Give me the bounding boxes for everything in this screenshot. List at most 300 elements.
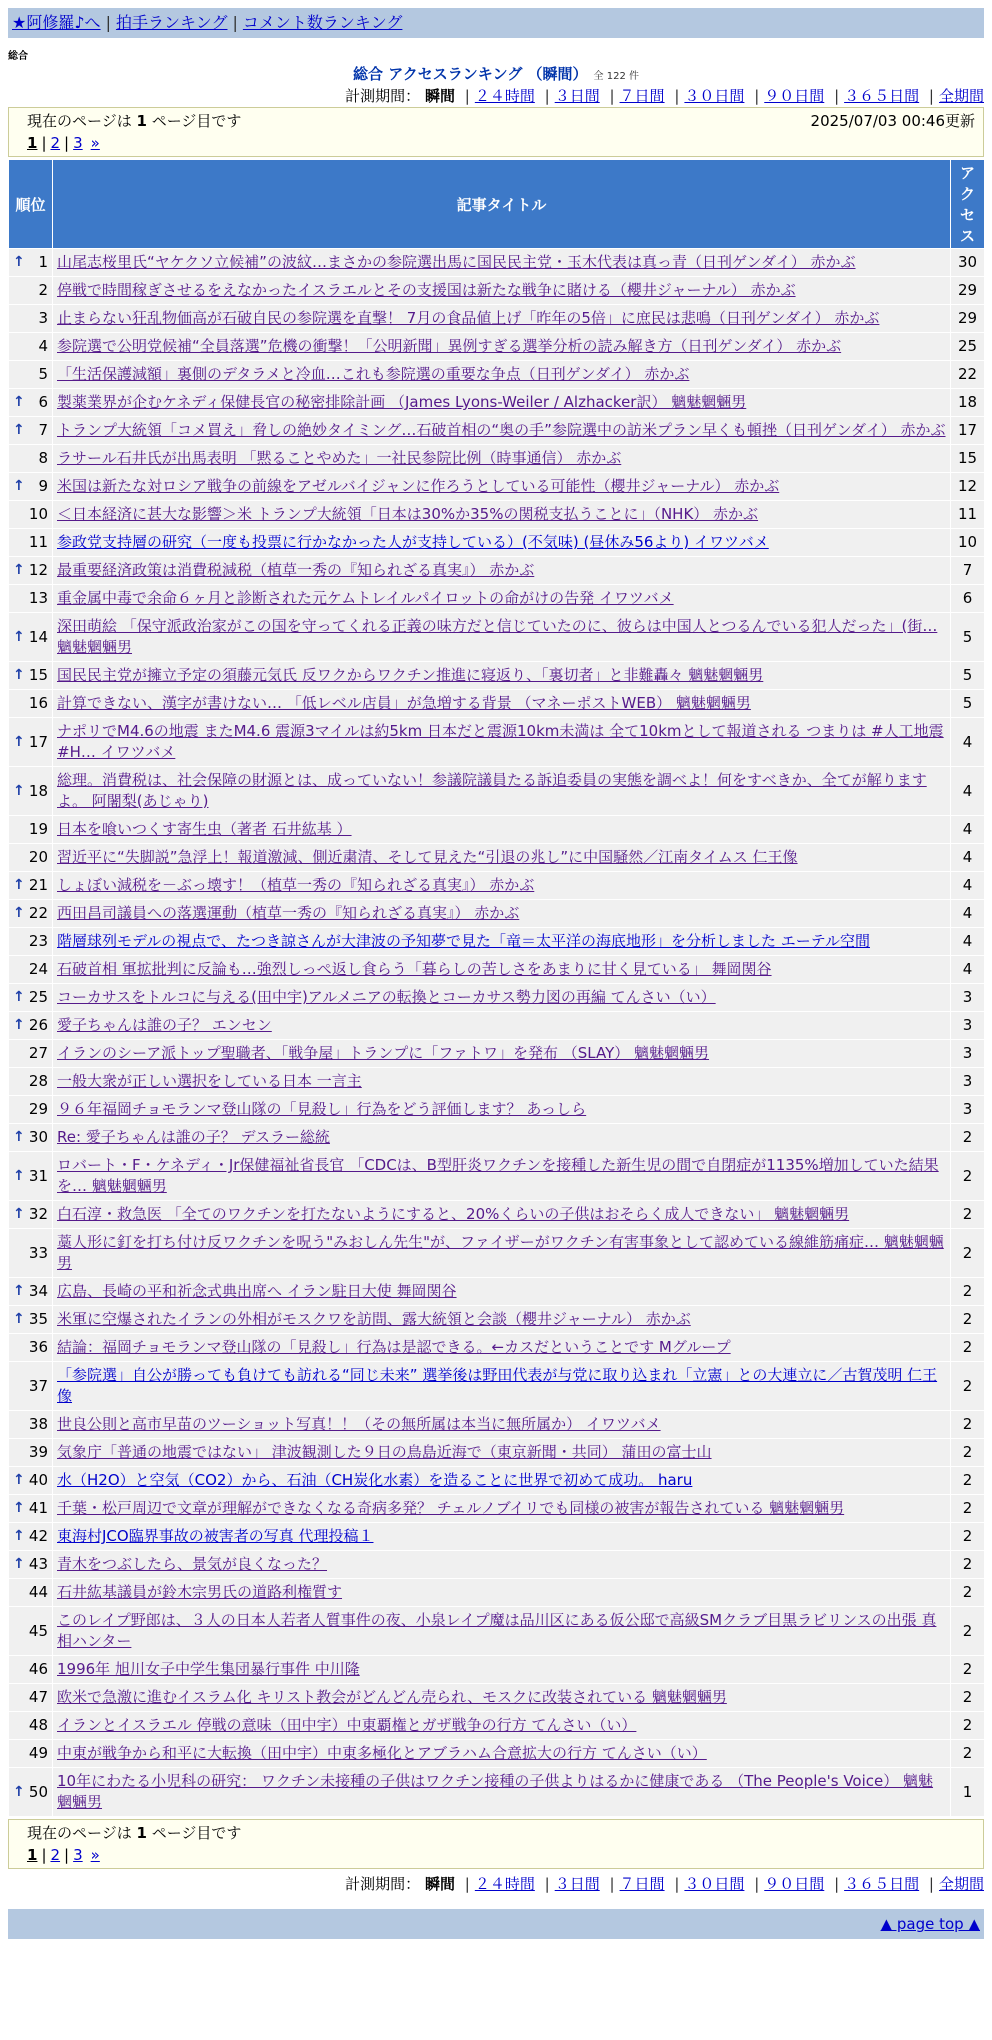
table-row: [9, 984, 985, 1012]
article-link[interactable]: 気象庁「普通の地震ではない」 津波観測した９日の鳥島近海で（東京新聞・共同） 蒲田の富士山: [57, 1443, 712, 1461]
page-2-link[interactable]: 2: [50, 134, 61, 152]
article-link[interactable]: 広島、長崎の平和祈念式典出席へ イラン駐日大使 舞岡関谷: [57, 1282, 457, 1300]
rank-cell: [9, 1712, 53, 1740]
ranking-table: [8, 159, 985, 1817]
rank-number: 19: [28, 820, 48, 838]
footer-bar: [8, 1909, 984, 1939]
access-count: 4: [951, 900, 985, 928]
updated-time: 2025/07/03 00:46更新: [810, 112, 975, 130]
rank-cell: [9, 1068, 53, 1096]
article-link[interactable]: 米国は新たな対ロシア戦争の前線をアゼルバイジャンに作ろうとしている可能性（櫻井ジャーナル） 赤かぶ: [57, 477, 780, 495]
table-row: [9, 1096, 985, 1124]
rank-up-arrow-icon: ↑: [13, 1311, 25, 1327]
rank-cell: [9, 1551, 53, 1579]
access-count: 1: [951, 1768, 985, 1817]
rank-cell: [9, 1439, 53, 1467]
period-90d[interactable]: ９０日間: [764, 1875, 825, 1893]
access-count: 2: [951, 1411, 985, 1439]
period-30d[interactable]: ３０日間: [684, 1875, 745, 1893]
article-link[interactable]: 藁人形に釘を打ち付け反ワクチンを呪う"みおしん先生"が、ファイザーがワクチン有害事象として認めている線維筋痛症… 魑魅魍魎男: [57, 1233, 944, 1272]
access-count: 2: [951, 1306, 985, 1334]
title-cell: [53, 445, 951, 473]
article-link[interactable]: 東海村JCO臨界事故の被害者の写真 代理投稿１: [57, 1527, 374, 1545]
title-cell: [53, 417, 951, 445]
rank-number: 32: [28, 1205, 48, 1223]
article-link[interactable]: 一般大衆が正しい選択をしている日本 一言主: [57, 1072, 362, 1090]
rank-up-arrow-icon: ↑: [13, 989, 25, 1005]
rank-number: 25: [28, 988, 48, 1006]
table-row: [9, 1411, 985, 1439]
rank-number: 44: [28, 1583, 48, 1601]
title-cell: [53, 1768, 951, 1817]
rank-up-arrow-icon: ↑: [13, 877, 25, 893]
table-row: [9, 767, 985, 816]
rank-cell: [9, 1012, 53, 1040]
rank-number: 5: [38, 365, 48, 383]
rank-number: 10: [28, 505, 48, 523]
table-row: [9, 662, 985, 690]
table-row: [9, 1740, 985, 1768]
table-row: [9, 445, 985, 473]
period-7d[interactable]: ７日間: [619, 87, 665, 105]
rank-cell: [9, 1362, 53, 1411]
period-current: 瞬間: [424, 1875, 455, 1893]
access-count: 2: [951, 1551, 985, 1579]
article-link[interactable]: 停戦で時間稼ぎさせるをえなかったイスラエルとその支援国は新たな戦争に賭ける（櫻井ジャーナル） 赤かぶ: [57, 281, 796, 299]
title-cell: [53, 767, 951, 816]
article-link[interactable]: ナポリでM4.6の地震 またM4.6 震源3マイルは約5km 日本だと震源10km未満は 全て10kmとして報道される つまりは #人工地震 #H… イワツバメ: [57, 722, 944, 761]
title-cell: [53, 1684, 951, 1712]
rank-number: 7: [38, 421, 48, 439]
rank-cell: [9, 1411, 53, 1439]
table-row: [9, 1768, 985, 1817]
rank-number: 12: [28, 561, 48, 579]
table-row: [9, 277, 985, 305]
article-link[interactable]: ＜日本経済に甚大な影響＞米 トランプ大統領「日本は30%か35%の関税支払うことに」（NHK） 赤かぶ: [57, 505, 759, 523]
access-count: 2: [951, 1607, 985, 1656]
nav-separator: |: [232, 13, 238, 32]
rank-number: 24: [28, 960, 48, 978]
title-cell: [53, 585, 951, 613]
rank-number: 15: [28, 666, 48, 684]
rank-number: 26: [28, 1016, 48, 1034]
access-count: 11: [951, 501, 985, 529]
rank-number: 13: [28, 589, 48, 607]
rank-number: 42: [28, 1527, 48, 1545]
table-row: [9, 872, 985, 900]
top-nav: [8, 8, 984, 38]
rank-number: 8: [38, 449, 48, 467]
access-count: 4: [951, 872, 985, 900]
title-cell: [53, 1012, 951, 1040]
rank-number: 2: [38, 281, 48, 299]
rank-up-arrow-icon: ↑: [13, 478, 25, 494]
header-title: 記事タイトル: [53, 160, 951, 249]
article-link[interactable]: ロバート・F・ケネディ・Jr保健福祉省長官 「CDCは、B型肝炎ワクチンを接種した新生児の間で自閉症が1135%増加していた結果を… 魑魅魍魎男: [57, 1156, 939, 1195]
article-link[interactable]: 「生活保護減額」裏側のデタラメと冷血…これも参院選の重要な争点（日刊ゲンダイ） 赤かぶ: [57, 365, 690, 383]
page-3-link[interactable]: 3: [73, 1846, 83, 1864]
rank-number: 27: [28, 1044, 48, 1062]
rank-up-arrow-icon: ↑: [13, 1283, 25, 1299]
table-row: [9, 613, 985, 662]
page-current: 1: [27, 1846, 38, 1864]
rank-cell: [9, 1124, 53, 1152]
title-cell: [53, 473, 951, 501]
rank-up-arrow-icon: ↑: [13, 782, 25, 799]
total-count: 全 122 件: [593, 71, 639, 82]
title-cell: [53, 529, 951, 557]
access-count: 5: [951, 690, 985, 718]
article-link[interactable]: しょぼい減税を－ぶっ壊す！（植草一秀の『知られざる真実』） 赤かぶ: [57, 876, 535, 894]
article-link[interactable]: イランとイスラエル 停戦の意味（田中宇）中東覇権とガザ戦争の行方 てんさい（い）: [57, 1716, 637, 1734]
title-cell: [53, 816, 951, 844]
title-cell: [53, 1152, 951, 1201]
access-count: 2: [951, 1439, 985, 1467]
table-row: [9, 690, 985, 718]
rank-up-arrow-icon: ↑: [13, 1528, 25, 1544]
period-24h[interactable]: ２４時間: [474, 87, 535, 105]
title-cell: [53, 1306, 951, 1334]
rank-number: 14: [28, 627, 48, 646]
article-link[interactable]: 水（H2O）と空気（CO2）から、石油（CH炭化水素）を造ることに世界で初めて成功。 haru: [57, 1471, 693, 1489]
title-cell: [53, 1040, 951, 1068]
rank-cell: [9, 1768, 53, 1817]
article-link[interactable]: 深田萌絵 「保守派政治家がこの国を守ってくれる正義の味方だと信じていたのに、彼らは中国人とつるんでいる犯人だった」(街… 魑魅魍魎男: [57, 617, 938, 656]
article-link[interactable]: 米軍に空爆されたイランの外相がモスクワを訪問、露大統領と会談（櫻井ジャーナル） 赤かぶ: [57, 1310, 691, 1328]
article-link[interactable]: 「参院選」自公が勝っても負けても訪れる“同じ未来” 選挙後は野田代表が与党に取り込まれ「立憲」との大連立に／古賀茂明 仁王像: [57, 1366, 938, 1405]
rank-cell: [9, 445, 53, 473]
rank-cell: [9, 389, 53, 417]
table-row: [9, 1656, 985, 1684]
table-row: [9, 333, 985, 361]
home-link[interactable]: ★阿修羅♪へ: [12, 13, 101, 32]
rank-number: 50: [28, 1782, 48, 1801]
rank-up-arrow-icon: ↑: [13, 1472, 25, 1488]
next-page-link[interactable]: »: [90, 134, 100, 152]
table-row: [9, 1334, 985, 1362]
rank-number: 18: [28, 781, 48, 800]
rank-number: 11: [28, 533, 48, 551]
next-page-link[interactable]: »: [90, 1846, 100, 1864]
rank-up-arrow-icon: ↑: [13, 1206, 25, 1222]
table-row: [9, 844, 985, 872]
access-count: 6: [951, 585, 985, 613]
title-cell: [53, 872, 951, 900]
access-count: 2: [951, 1712, 985, 1740]
access-count: 10: [951, 529, 985, 557]
rank-cell: [9, 1684, 53, 1712]
rank-up-arrow-icon: ↑: [13, 394, 25, 410]
title-cell: [53, 1656, 951, 1684]
article-link[interactable]: ９６年福岡チョモランマ登山隊の「見殺し」行為をどう評価します？ あっしら: [57, 1100, 587, 1118]
rank-up-arrow-icon: ↑: [13, 422, 25, 438]
article-link[interactable]: 階層球列モデルの視点で、たつき諒さんが大津波の予知夢で見た「竜＝太平洋の海底地形」を分析しました エーテル空間: [57, 932, 870, 950]
title-cell: [53, 1124, 951, 1152]
article-link[interactable]: トランプ大統領「コメ買え」脅しの絶妙タイミング…石破首相の“奥の手”参院選中の訪米プラン早くも頓挫（日刊ゲンダイ） 赤かぶ: [57, 421, 946, 439]
table-row: [9, 1684, 985, 1712]
rank-up-arrow-icon: ↑: [13, 1556, 25, 1572]
article-link[interactable]: 最重要経済政策は消費税減税（植草一秀の『知られざる真実』） 赤かぶ: [57, 561, 535, 579]
article-link[interactable]: ラサール石井氏が出馬表明 「黙ることやめた」一社民参院比例（時事通信） 赤かぶ: [57, 449, 622, 467]
access-count: 2: [951, 1201, 985, 1229]
article-link[interactable]: 中東が戦争から和平に大転換（田中宇）中東多極化とアブラハム合意拡大の行方 てんさい（い）: [57, 1744, 707, 1762]
rank-number: 34: [28, 1282, 48, 1300]
title-cell: [53, 718, 951, 767]
rank-cell: [9, 557, 53, 585]
rank-number: 49: [28, 1744, 48, 1762]
title-cell: [53, 662, 951, 690]
article-link[interactable]: Re: 愛子ちゃんは誰の子？ デスラー総統: [57, 1128, 330, 1146]
page-top-link[interactable]: ▲ page top ▲: [880, 1915, 980, 1933]
access-count: 3: [951, 1096, 985, 1124]
title-cell: [53, 249, 951, 277]
article-link[interactable]: 西田昌司議員への落選運動（植草一秀の『知られざる真実』） 赤かぶ: [57, 904, 520, 922]
period-3d[interactable]: ３日間: [554, 1875, 600, 1893]
access-count: 2: [951, 1579, 985, 1607]
table-row: [9, 585, 985, 613]
access-count: 12: [951, 473, 985, 501]
access-count: 4: [951, 816, 985, 844]
rank-number: 48: [28, 1716, 48, 1734]
access-count: 2: [951, 1495, 985, 1523]
period-30d[interactable]: ３０日間: [684, 87, 745, 105]
table-row: [9, 900, 985, 928]
pager-bottom: [8, 1819, 984, 1869]
title-cell: [53, 361, 951, 389]
article-link[interactable]: 重金属中毒で余命６ヶ月と診断された元ケムトレイルパイロットの命がけの告発 イワツバメ: [57, 589, 674, 607]
title-cell: [53, 1439, 951, 1467]
access-count: 5: [951, 662, 985, 690]
rank-up-arrow-icon: ↑: [13, 1500, 25, 1516]
rank-cell: [9, 305, 53, 333]
rank-number: 28: [28, 1072, 48, 1090]
header-rank: 順位: [9, 160, 53, 249]
rank-cell: [9, 249, 53, 277]
table-row: [9, 417, 985, 445]
rank-cell: [9, 900, 53, 928]
rank-cell: [9, 844, 53, 872]
access-count: 5: [951, 613, 985, 662]
rank-cell: [9, 872, 53, 900]
rank-number: 4: [38, 337, 48, 355]
title-cell: [53, 333, 951, 361]
rank-cell: [9, 767, 53, 816]
article-link[interactable]: 10年にわたる小児科の研究： ワクチン未接種の子供はワクチン接種の子供よりはるかに健康である （The People's Voice） 魑魅魍魎男: [57, 1772, 934, 1811]
rank-cell: [9, 1096, 53, 1124]
rank-cell: [9, 585, 53, 613]
rank-up-arrow-icon: ↑: [13, 562, 25, 578]
rank-number: 31: [28, 1166, 48, 1185]
table-row: [9, 1712, 985, 1740]
rank-number: 21: [28, 876, 48, 894]
access-count: 18: [951, 389, 985, 417]
category-label: 総合: [8, 51, 28, 62]
page-status: 現在のページは 1 ページ目です: [27, 112, 242, 130]
rank-up-arrow-icon: ↑: [13, 1017, 25, 1033]
period-7d[interactable]: ７日間: [619, 1875, 665, 1893]
table-row: [9, 718, 985, 767]
access-count: 2: [951, 1684, 985, 1712]
title-cell: [53, 984, 951, 1012]
table-row: [9, 1068, 985, 1096]
article-link[interactable]: 計算できない、漢字が書けない… 「低レベル店員」が急増する背景 （マネーポストWEB） 魑魅魍魎男: [57, 694, 751, 712]
rank-cell: [9, 361, 53, 389]
access-count: 2: [951, 1278, 985, 1306]
access-count: 3: [951, 1040, 985, 1068]
article-link[interactable]: 製薬業界が企むケネディ保健長官の秘密排除計画 （James Lyons-Weiler / Alzhacker訳） 魑魅魍魎男: [57, 393, 747, 411]
rank-number: 47: [28, 1688, 48, 1706]
period-365d[interactable]: ３６５日間: [844, 1875, 920, 1893]
title-cell: [53, 844, 951, 872]
access-count: 15: [951, 445, 985, 473]
access-count: 4: [951, 956, 985, 984]
access-count: 2: [951, 1229, 985, 1278]
title-cell: [53, 1201, 951, 1229]
rank-number: 17: [28, 732, 48, 751]
table-row: [9, 1579, 985, 1607]
rank-number: 22: [28, 904, 48, 922]
period-90d[interactable]: ９０日間: [764, 87, 825, 105]
title-cell: [53, 1411, 951, 1439]
rank-number: 16: [28, 694, 48, 712]
rank-number: 1: [38, 253, 48, 271]
access-count: 4: [951, 844, 985, 872]
table-row: [9, 529, 985, 557]
article-link[interactable]: 結論：福岡チョモランマ登山隊の「見殺し」行為は是認できる。←カスだということです Mグループ: [57, 1338, 731, 1356]
table-row: [9, 1467, 985, 1495]
page-2-link[interactable]: 2: [50, 1846, 61, 1864]
article-link[interactable]: 石井紘基議員が鈴木宗男氏の道路利権質す: [57, 1583, 343, 1601]
title-cell: [53, 1551, 951, 1579]
clap-ranking-link[interactable]: 拍手ランキング: [115, 13, 228, 32]
title-cell: [53, 557, 951, 585]
article-link[interactable]: 参政党支持層の研究（一度も投票に行かなかった人が支持している）(不気味) (昼休み56より) イワツバメ: [57, 533, 769, 551]
access-count: 22: [951, 361, 985, 389]
title-cell: [53, 1362, 951, 1411]
period-all[interactable]: 全期間: [938, 87, 984, 105]
title-cell: [53, 1278, 951, 1306]
rank-number: 45: [28, 1621, 48, 1640]
article-link[interactable]: 石破首相 軍拡批判に反論も…強烈しっぺ返し食らう「暮らしの苦しさをあまりに甘く見ている」 舞岡関谷: [57, 960, 772, 978]
rank-cell: [9, 1495, 53, 1523]
rank-number: 3: [38, 309, 48, 327]
article-link[interactable]: 青木をつぶしたら、景気が良くなった？: [57, 1555, 328, 1573]
access-count: 7: [951, 557, 985, 585]
title-cell: [53, 613, 951, 662]
period-24h[interactable]: ２４時間: [474, 1875, 535, 1893]
article-link[interactable]: 総理。消費税は、社会保障の財源とは、成っていない！参議院議員たる訴追委員の実態を調べよ！何をすべきか、全てが解りますよ。 阿闍梨(あじゃり): [57, 771, 927, 810]
rank-number: 36: [28, 1338, 48, 1356]
access-count: 2: [951, 1362, 985, 1411]
article-link[interactable]: 習近平に“失脚説”急浮上！報道激減、側近粛清、そして見えた“引退の兆し”に中国騒然／江南タイムス 仁王像: [57, 848, 798, 866]
rank-cell: [9, 1467, 53, 1495]
period-3d[interactable]: ３日間: [554, 87, 600, 105]
rank-number: 39: [28, 1443, 48, 1461]
access-count: 2: [951, 1523, 985, 1551]
rank-cell: [9, 529, 53, 557]
article-link[interactable]: このレイプ野郎は、３人の日本人若者人質事件の夜、小泉レイプ魔は品川区にある仮公邸で高級SMクラブ目黒ラビリンスの出張 真相ハンター: [57, 1611, 937, 1650]
access-count: 17: [951, 417, 985, 445]
rank-cell: [9, 501, 53, 529]
rank-number: 40: [28, 1471, 48, 1489]
rank-up-arrow-icon: ↑: [13, 733, 25, 750]
article-link[interactable]: 千葉・松戸周辺で文章が理解ができなくなる奇病多発？ チェルノブイリでも同様の被害が報告されている 魑魅魍魎男: [57, 1499, 845, 1517]
rank-cell: [9, 1040, 53, 1068]
period-label: 計測期間：: [345, 1875, 421, 1893]
article-link[interactable]: 止まらない狂乱物価高が石破自民の参院選を直撃！ 7月の食品値上げ「昨年の5倍」に庶民は悲鳴（日刊ゲンダイ） 赤かぶ: [57, 309, 880, 327]
rank-cell: [9, 1278, 53, 1306]
rank-cell: [9, 473, 53, 501]
period-selector-bottom: 計測期間： 瞬間 | ２４時間 | ３日間 | ７日間 | ３０日間 | ９０日間 | ３６５日間 | 全期間: [345, 1875, 984, 1893]
article-link[interactable]: 愛子ちゃんは誰の子？ エンセン: [57, 1016, 272, 1034]
rank-cell: [9, 1523, 53, 1551]
article-link[interactable]: 国民民主党が擁立予定の須藤元気氏 反ワクからワクチン推進に寝返り、「裏切者」と非難轟々 魑魅魍魎男: [57, 666, 764, 684]
title-cell: [53, 305, 951, 333]
access-count: 2: [951, 1124, 985, 1152]
access-count: 4: [951, 767, 985, 816]
article-link[interactable]: コーカサスをトルコに与える(田中宇)アルメニアの転換とコーカサス勢力図の再編 てんさい（い）: [57, 988, 716, 1006]
rank-cell: [9, 1607, 53, 1656]
article-link[interactable]: イランのシーア派トップ聖職者、「戦争屋」トランプに「ファトワ」を発布 （SLAY） 魑魅魍魎男: [57, 1044, 710, 1062]
table-row: [9, 928, 985, 956]
rank-cell: [9, 1656, 53, 1684]
rank-number: 41: [28, 1499, 48, 1517]
period-365d[interactable]: ３６５日間: [844, 87, 920, 105]
article-link[interactable]: 山尾志桜里氏“ヤケクソ立候補”の波紋…まさかの参院選出馬に国民民主党・玉木代表は真っ青（日刊ゲンダイ） 赤かぶ: [57, 253, 856, 271]
title-cell: [53, 900, 951, 928]
article-link[interactable]: 1996年 旭川女子中学生集団暴行事件 中川隆: [57, 1660, 360, 1678]
pager-top: [8, 107, 984, 157]
article-link[interactable]: 白石淳・救急医 「全てのワクチンを打たないようにすると、20%くらいの子供はおそらく成人できない」 魑魅魍魎男: [57, 1205, 850, 1223]
comment-ranking-link[interactable]: コメント数ランキング: [242, 13, 403, 32]
ranking-title: 総合 アクセスランキング （瞬間）: [353, 65, 588, 83]
title-cell: [53, 1096, 951, 1124]
access-count: 2: [951, 1740, 985, 1768]
table-row: [9, 361, 985, 389]
table-row: [9, 249, 985, 277]
article-link[interactable]: 参院選で公明党候補“全員落選”危機の衝撃！「公明新聞」異例すぎる選挙分析の読み解き方（日刊ゲンダイ） 赤かぶ: [57, 337, 842, 355]
rank-cell: [9, 417, 53, 445]
access-count: 2: [951, 1334, 985, 1362]
title-cell: [53, 956, 951, 984]
table-row: [9, 1523, 985, 1551]
pagination: 1 | 2 | 3 »: [27, 134, 100, 152]
rank-number: 9: [38, 477, 48, 495]
title-cell: [53, 1229, 951, 1278]
title-cell: [53, 1523, 951, 1551]
article-link[interactable]: 欧米で急激に進むイスラム化 キリスト教会がどんどん売られ、モスクに改装されている 魑魅魍魎男: [57, 1688, 727, 1706]
access-count: 2: [951, 1656, 985, 1684]
article-link[interactable]: 世良公則と高市早苗のツーショット写真！！（その無所属は本当に無所属か） イワツバメ: [57, 1415, 661, 1433]
rank-cell: [9, 333, 53, 361]
rank-number: 30: [28, 1128, 48, 1146]
rank-cell: [9, 718, 53, 767]
title-cell: [53, 501, 951, 529]
article-link[interactable]: 日本を喰いつくす寄生虫（著者 石井紘基 ）: [57, 820, 352, 838]
rank-cell: [9, 613, 53, 662]
title-cell: [53, 1334, 951, 1362]
access-count: 3: [951, 984, 985, 1012]
rank-up-arrow-icon: ↑: [13, 905, 25, 921]
access-count: 3: [951, 1068, 985, 1096]
page-status: 現在のページは 1 ページ目です: [27, 1824, 242, 1842]
page-3-link[interactable]: 3: [73, 134, 83, 152]
period-all[interactable]: 全期間: [938, 1875, 984, 1893]
table-row: [9, 1306, 985, 1334]
title-cell: [53, 928, 951, 956]
nav-separator: |: [105, 13, 111, 32]
rank-cell: [9, 690, 53, 718]
